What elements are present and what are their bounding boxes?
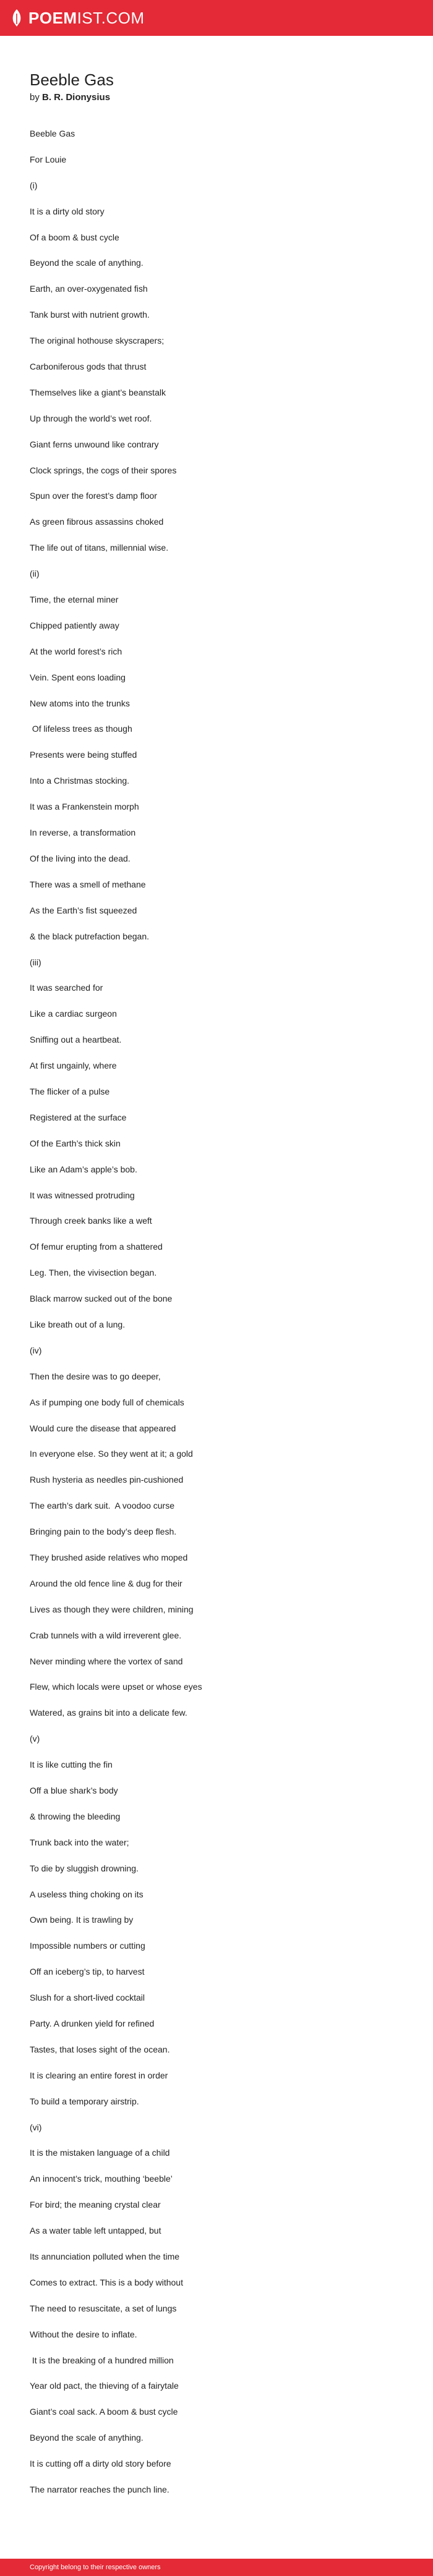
poem-line: Time, the eternal miner <box>30 595 119 605</box>
quill-pen-icon <box>10 9 24 27</box>
poem-line: There was a smell of methane <box>30 879 146 889</box>
poem-line: The need to resuscitate, a set of lungs <box>30 2303 177 2313</box>
poem-line: It is a dirty old story <box>30 206 105 216</box>
poem-line: Spun over the forest’s damp floor <box>30 491 157 501</box>
poem-line: It is the mistaken language of a child <box>30 2148 170 2158</box>
footer-copyright: Copyright belong to their respective owners <box>30 2564 161 2571</box>
poem-line: As the Earth’s fist squeezed <box>30 905 137 915</box>
poem-line: Never minding where the vortex of sand <box>30 1656 183 1666</box>
poem-line: Without the desire to inflate. <box>30 2329 137 2339</box>
poem-line: Tank burst with nutrient growth. <box>30 310 150 320</box>
poem-line: Own being. It is trawling by <box>30 1915 134 1925</box>
poem-line: Earth, an over-oxygenated fish <box>30 284 148 294</box>
poem-line: Rush hysteria as needles pin-cushioned <box>30 1475 184 1485</box>
poem-line: In reverse, a transformation <box>30 828 136 838</box>
poem-line: Watered, as grains bit into a delicate few. <box>30 1708 187 1718</box>
poem-line: Presents were being stuffed <box>30 750 137 760</box>
site-logo-text <box>28 9 145 28</box>
poem-line: They brushed aside relatives who moped <box>30 1552 188 1562</box>
poem-title: Beeble Gas <box>30 70 114 89</box>
author-link[interactable]: B. R. Dionysius <box>42 92 111 103</box>
poem-line: Beeble Gas <box>30 129 75 138</box>
poem-line: In everyone else. So they went at it; a gold <box>30 1449 193 1459</box>
poem-line: As a water table left untapped, but <box>30 2226 161 2236</box>
poem-line: Beyond the scale of anything. <box>30 258 144 268</box>
poem-line: (i) <box>30 180 38 190</box>
poem-line: Flew, which locals were upset or whose eyes <box>30 1682 202 1692</box>
poem-line: Of the living into the dead. <box>30 853 131 863</box>
poem-line: The flicker of a pulse <box>30 1086 110 1096</box>
poem-line: Of lifeless trees as though <box>30 724 132 734</box>
poem-line: Of femur erupting from a shattered <box>30 1242 163 1252</box>
poem-line: Black marrow sucked out of the bone <box>30 1294 173 1304</box>
poem-line: Trunk back into the water; <box>30 1837 129 1847</box>
poem-line: Giant’s coal sack. A boom & bust cycle <box>30 2407 178 2417</box>
poem-line: For bird; the meaning crystal clear <box>30 2200 161 2210</box>
poem-line: (v) <box>30 1734 40 1744</box>
logo-text-bold: POEM <box>28 8 77 27</box>
poem-line: To build a temporary airstrip. <box>30 2096 139 2106</box>
poem-line: New atoms into the trunks <box>30 698 130 708</box>
poem-line: As green fibrous assassins choked <box>30 517 164 527</box>
poem-line: Of a boom & bust cycle <box>30 232 119 242</box>
poem-line: As if pumping one body full of chemicals <box>30 1397 184 1407</box>
poem-line: For Louie <box>30 154 67 164</box>
poem-line: It was searched for <box>30 983 103 993</box>
poem-line: It is like cutting the fin <box>30 1760 113 1770</box>
poem-line: An innocent’s trick, mouthing ‘beeble’ <box>30 2174 173 2184</box>
poem-line: Giant ferns unwound like contrary <box>30 439 159 449</box>
poem-line: It was a Frankenstein morph <box>30 802 139 812</box>
poem-line: Its annunciation polluted when the time <box>30 2252 180 2262</box>
byline <box>30 92 403 103</box>
poem-line: It was witnessed protruding <box>30 1190 135 1200</box>
poem-line: It is the breaking of a hundred million <box>30 2355 174 2365</box>
poem-line: A useless thing choking on its <box>30 1889 144 1899</box>
poem-line: Into a Christmas stocking. <box>30 776 130 786</box>
poem-line: (iii) <box>30 957 41 967</box>
poem-line: (ii) <box>30 569 40 579</box>
poem-line: Off a blue shark’s body <box>30 1786 118 1795</box>
poem-line: Crab tunnels with a wild irreverent glee. <box>30 1630 182 1640</box>
poem-line: At first ungainly, where <box>30 1061 117 1071</box>
poem-line: Around the old fence line & dug for their <box>30 1578 182 1588</box>
poem-line: Themselves like a giant’s beanstalk <box>30 387 166 397</box>
poem-line: The narrator reaches the punch line. <box>30 2485 169 2495</box>
poem-line: It is clearing an entire forest in order <box>30 2070 168 2080</box>
poem-line: Leg. Then, the vivisection began. <box>30 1268 157 1278</box>
poem-line: Beyond the scale of anything. <box>30 2433 144 2443</box>
logo-text-rest: IST.COM <box>77 8 145 27</box>
poem-line: Like breath out of a lung. <box>30 1319 126 1329</box>
poem-line: At the world forest’s rich <box>30 646 122 656</box>
poem-line: Tastes, that loses sight of the ocean. <box>30 2044 170 2054</box>
poem-line: The original hothouse skyscrapers; <box>30 336 165 346</box>
poem-line: Up through the world’s wet roof. <box>30 413 152 423</box>
poem-line: Clock springs, the cogs of their spores <box>30 465 177 475</box>
poem-body <box>30 127 403 2496</box>
poem-line: (iv) <box>30 1345 42 1355</box>
poem-line: Party. A drunken yield for refined <box>30 2019 155 2029</box>
poem-line: & the black putrefaction began. <box>30 931 150 941</box>
poem-line: To die by sluggish drowning. <box>30 1863 139 1873</box>
poem-line: Year old pact, the thieving of a fairytale <box>30 2381 179 2391</box>
poem-line: (vi) <box>30 2122 42 2132</box>
poem-line: & throwing the bleeding <box>30 1811 121 1821</box>
poem-line: Lives as though they were children, mining <box>30 1604 194 1614</box>
poem-line: Chipped patiently away <box>30 620 119 630</box>
poem-line: Through creek banks like a weft <box>30 1216 152 1226</box>
poem-line: The life out of titans, millennial wise. <box>30 543 169 553</box>
poem-line: Off an iceberg’s tip, to harvest <box>30 1967 145 1977</box>
poem-line: The earth’s dark suit. A voodoo curse <box>30 1501 174 1511</box>
poem-line: Registered at the surface <box>30 1112 127 1122</box>
poem-line: Bringing pain to the body’s deep flesh. <box>30 1527 177 1537</box>
poem-line: Like an Adam’s apple’s bob. <box>30 1164 137 1174</box>
poem-line: Sniffing out a heartbeat. <box>30 1035 122 1045</box>
poem-line: Slush for a short-lived cocktail <box>30 1993 145 2003</box>
poem-line: It is cutting off a dirty old story before <box>30 2459 171 2469</box>
site-logo[interactable] <box>10 9 145 28</box>
poem-line: Impossible numbers or cutting <box>30 1941 145 1951</box>
poem-line: Like a cardiac surgeon <box>30 1009 117 1019</box>
poem-line: Vein. Spent eons loading <box>30 672 126 682</box>
poem-line: Would cure the disease that appeared <box>30 1423 176 1433</box>
poem-line: Of the Earth’s thick skin <box>30 1138 121 1148</box>
poem-line: Comes to extract. This is a body without <box>30 2277 183 2287</box>
poem-line: Carboniferous gods that thrust <box>30 362 147 372</box>
site-header <box>0 0 433 36</box>
poem-line: Then the desire was to go deeper, <box>30 1371 161 1381</box>
site-footer <box>0 2559 433 2576</box>
byline-prefix: by <box>30 92 40 103</box>
poem-container <box>0 36 433 2496</box>
